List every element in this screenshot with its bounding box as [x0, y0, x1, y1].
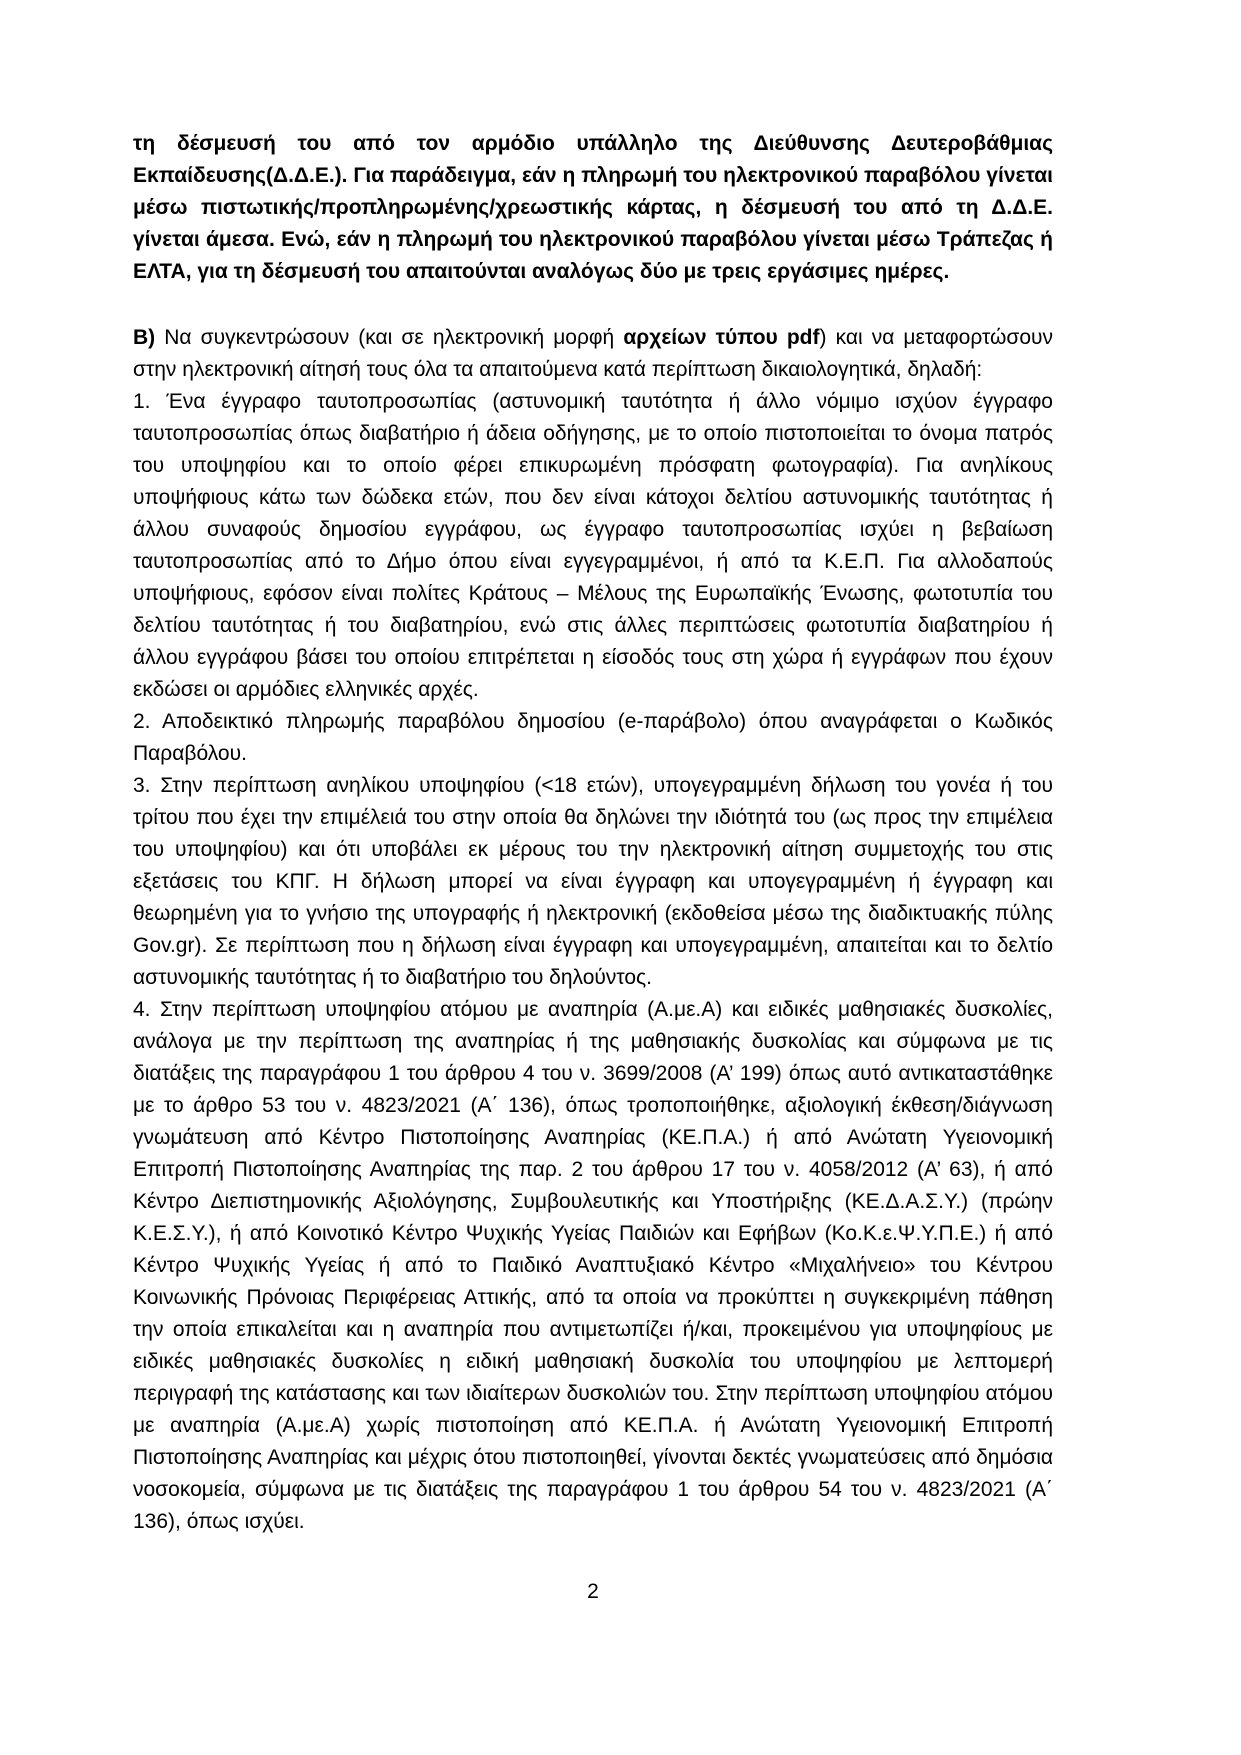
- section-b-text-1: Να συγκεντρώσουν (και σε ηλεκτρονική μορφή: [155, 326, 624, 349]
- section-b-label: Β): [133, 326, 156, 349]
- paragraph-payment-info: τη δέσμευσή του από τον αρμόδιο υπάλληλο της Διεύθυνσης Δευτεροβάθμιας Εκπαίδευσης(Δ.Δ.Ε.). Για παράδειγμα, εάν η πληρωμή του ηλεκτρονικού παραβόλου γίνεται μέσω πιστωτικής/προπληρωμένης/χρεωστικής κάρτας, η δέσμευσή του από τη Δ.Δ.Ε. γίνεται άμεσα. Ενώ, εάν η πληρωμή του ηλεκτρονικού παραβόλου γίνεται μέσω Τράπεζας ή ΕΛΤΑ, για τη δέσμευσή του απαιτούνται αναλόγως δύο με τρεις εργάσιμες ημέρες.: [133, 132, 1053, 283]
- page-content: [133, 128, 1053, 1538]
- list-item-3-minor-declaration: 3. Στην περίπτωση ανηλίκου υποψηφίου (<18 ετών), υπογεγραμμένη δήλωση του γονέα ή του τρίτου που έχει την επιμέλειά του στην οποία θα δηλώνει την ιδιότητά του (ως προς την επιμέλεια του υποψηφίου) και ότι υποβάλει εκ μέρους του την ηλεκτρονική αίτηση συμμετοχής του στις εξετάσεις του ΚΠΓ. Η δήλωση μπορεί να είναι έγγραφη και υπογεγραμμένη ή έγγραφη και θεωρημένη για το γνήσιο της υπογραφής ή ηλεκτρονική (εκδοθείσα μέσω της διαδικτυακής πύλης Gov.gr). Σε περίπτωση που η δήλωση είναι έγγραφη και υπογεγραμμένη, απαιτείται και το δελτίο αστυνομικής ταυτότητας ή το διαβατήριο του δηλούντος.: [133, 774, 1053, 989]
- paragraph-section-b: [133, 322, 1053, 386]
- list-item-1-identity-document: 1. Ένα έγγραφο ταυτοπροσωπίας (αστυνομική ταυτότητα ή άλλο νόμιμο ισχύον έγγραφο ταυτοπροσωπίας όπως διαβατήριο ή άδεια οδήγησης, με το οποίο πιστοποιείται το όνομα πατρός του υποψηφίου και το οποίο φέρει επικυρωμένη πρόσφατη φωτογραφία). Για ανηλίκους υποψήφιους κάτω των δώδεκα ετών, που δεν είναι κάτοχοι δελτίου αστυνομικής ταυτότητας ή άλλου συναφούς δημοσίου εγγράφου, ως έγγραφο ταυτοπροσωπίας ισχύει η βεβαίωση ταυτοπροσωπίας από το Δήμο όπου είναι εγγεγραμμένοι, ή από τα Κ.Ε.Π. Για αλλοδαπούς υποψήφιους, εφόσον είναι πολίτες Κράτους – Μέλους της Ευρωπαϊκής Ένωσης, φωτοτυπία του δελτίου ταυτότητας ή του διαβατηρίου, ενώ στις άλλες περιπτώσεις φωτοτυπία διαβατηρίου ή άλλου εγγράφου βάσει του οποίου επιτρέπεται η είσοδός τους στη χώρα ή εγγράφων που έχουν εκδώσει οι αρμόδιες ελληνικές αρχές.: [133, 390, 1053, 701]
- section-b-text-2: ) και να μεταφορτώσουν στην ηλεκτρονική αίτησή τους όλα τα απαιτούμενα κατά περίπτωση δικαιολογητικά, δηλαδή:: [133, 326, 1053, 381]
- section-b-pdf-emphasis: αρχείων τύπου pdf: [623, 326, 820, 349]
- list-item-2-payment-receipt: 2. Αποδεικτικό πληρωμής παραβόλου δημοσίου (e-παράβολο) όπου αναγράφεται ο Κωδικός Παραβόλου.: [133, 710, 1053, 765]
- list-item-4-disability-certification: 4. Στην περίπτωση υποψηφίου ατόμου με αναπηρία (Α.με.Α) και ειδικές μαθησιακές δυσκολίες, ανάλογα με την περίπτωση της αναπηρίας ή της μαθησιακής δυσκολίας και σύμφωνα με τις διατάξεις της παραγράφου 1 του άρθρου 4 του ν. 3699/2008 (Α’ 199) όπως αυτό αντικαταστάθηκε με το άρθρο 53 του ν. 4823/2021 (Α΄ 136), όπως τροποποιήθηκε, αξιολογική έκθεση/διάγνωση γνωμάτευση από Κέντρο Πιστοποίησης Αναπηρίας (ΚΕ.Π.Α.) ή από Ανώτατη Υγειονομική Επιτροπή Πιστοποίησης Αναπηρίας της παρ. 2 του άρθρου 17 του ν. 4058/2012 (Α’ 63), ή από Κέντρο Διεπιστημονικής Αξιολόγησης, Συμβουλευτικής και Υποστήριξης (ΚΕ.Δ.Α.Σ.Υ.) (πρώην Κ.Ε.Σ.Υ.), ή από Κοινοτικό Κέντρο Ψυχικής Υγείας Παιδιών και Εφήβων (Κο.Κ.ε.Ψ.Υ.Π.Ε.) ή από Κέντρο Ψυχικής Υγείας ή από το Παιδικό Αναπτυξιακό Κέντρο «Μιχαλήνειο» του Κέντρου Κοινωνικής Πρόνοιας Περιφέρειας Αττικής, από τα οποία να προκύπτει η συγκεκριμένη πάθηση την οποία επικαλείται και η αναπηρία που αντιμετωπίζει ή/και, προκειμένου για υποψηφίους με ειδικές μαθησιακές δυσκολίες η ειδική μαθησιακή δυσκολία του υποψηφίου με λεπτομερή περιγραφή της κατάστασης και των ιδιαίτερων δυσκολιών του. Στην περίπτωση υποψηφίου ατόμου με αναπηρία (Α.με.Α) χωρίς πιστοποίηση από ΚΕ.Π.Α. ή Ανώτατη Υγειονομική Επιτροπή Πιστοποίησης Αναπηρίας και μέχρις ότου πιστοποιηθεί, γίνονται δεκτές γνωματεύσεις από δημόσια νοσοκομεία, σύμφωνα με τις διατάξεις της παραγράφου 1 του άρθρου 54 του ν. 4823/2021 (Α΄ 136), όπως ισχύει.: [133, 998, 1053, 1533]
- page-number: 2: [587, 1580, 599, 1603]
